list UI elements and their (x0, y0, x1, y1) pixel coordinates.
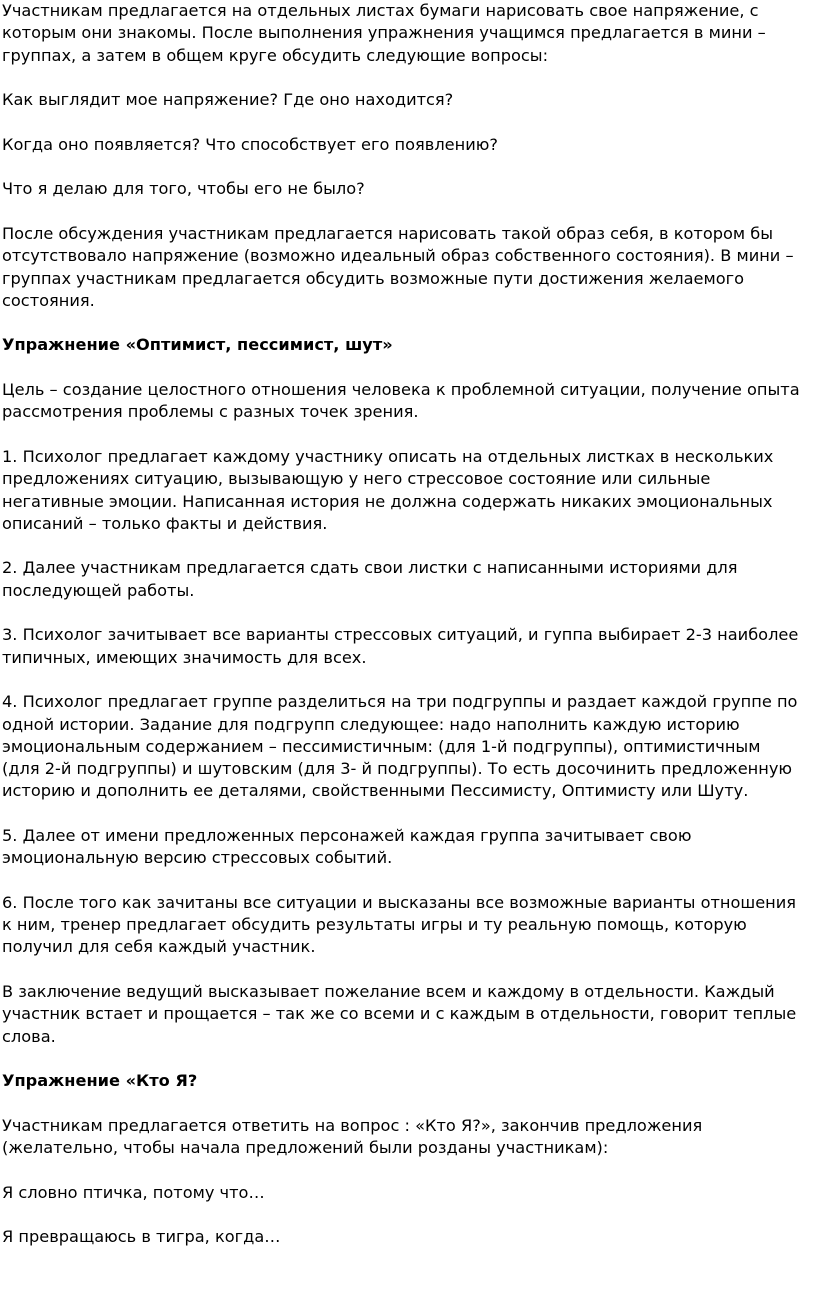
step-1: 1. Психолог предлагает каждому участнику описать на отдельных листках в нескольких предложениях ситуацию, вызывающую у него стрессовое состояние или сильные негативные эмоции. Написанная история не должна содержать никаких эмоциональных описаний – только факты и действия. (2, 446, 774, 533)
paragraph-goal: Цель – создание целостного отношения человека к проблемной ситуации, получение опыта рассмотрения проблемы с разных точек зрения. (2, 380, 800, 422)
paragraph-intro: Участникам предлагается на отдельных листах бумаги нарисовать свое напряжение, с которым они знакомы. После выполнения упражнения учащимся предлагается в мини – группах, а затем в общем круге обсудить следующие вопросы: (2, 1, 766, 65)
question-2: Когда оно появляется? Что способствует его появлению? (2, 134, 498, 154)
heading-optimist-pessimist-jester: Упражнение «Оптимист, пессимист, шут» (2, 335, 393, 355)
step-6: 6. После того как зачитаны все ситуации и высказаны все возможные варианты отношения к ним, тренер предлагает обсудить результаты игры и ту реальную помощь, которую получил для себя каждый участник. (2, 892, 797, 957)
paragraph-after-discussion: После обсуждения участникам предлагается нарисовать такой образ себя, в котором бы отсутствовало напряжение (возможно идеальный образ собственного состояния). В мини – группах участникам предлагается обсудить возможные пути достижения желаемого состояния. (2, 223, 794, 310)
step-5: 5. Далее от имени предложенных персонажей каждая группа зачитывает свою эмоциональную версию стрессовых событий. (2, 825, 692, 868)
question-3: Что я делаю для того, чтобы его не было? (2, 179, 365, 199)
step-2: 2. Далее участникам предлагается сдать свои листки с написанными историями для последующей работы. (2, 558, 738, 600)
question-1: Как выглядит мое напряжение? Где оно находится? (2, 90, 454, 110)
paragraph-conclusion: В заключение ведущий высказывает пожелание всем и каждому в отдельности. Каждый участник встает и прощается – так же со всеми и с каждым в отдельности, говорит теплые слова. (2, 982, 797, 1046)
step-3: 3. Психолог зачитывает все варианты стрессовых ситуаций, и гуппа выбирает 2-3 наиболее типичных, имеющих значимость для всех. (2, 625, 799, 667)
sentence-tiger: Я превращаюсь в тигра, когда… (2, 1227, 281, 1247)
sentence-bird: Я словно птичка, потому что… (2, 1182, 265, 1202)
heading-who-am-i: Упражнение «Кто Я? (2, 1071, 198, 1091)
step-4: 4. Психолог предлагает группе разделиться на три подгруппы и раздает каждой группе по одной истории. Задание для подгрупп следующее: надо наполнить каждую историю эмоциональным содержанием – пессимистичным: (для 1-й подгруппы), оптимистичным (для 2-й подгруппы) и шутовским (для 3- й подгруппы). То есть досочинить предложенную историю и дополнить ее деталями, свойственными Пессимисту, Оптимисту или Шуту. (2, 692, 798, 801)
paragraph-who-am-i-instructions: Участникам предлагается ответить на вопрос : «Кто Я?», закончив предложения (желательно, чтобы начала предложений были розданы участникам): (2, 1115, 703, 1158)
